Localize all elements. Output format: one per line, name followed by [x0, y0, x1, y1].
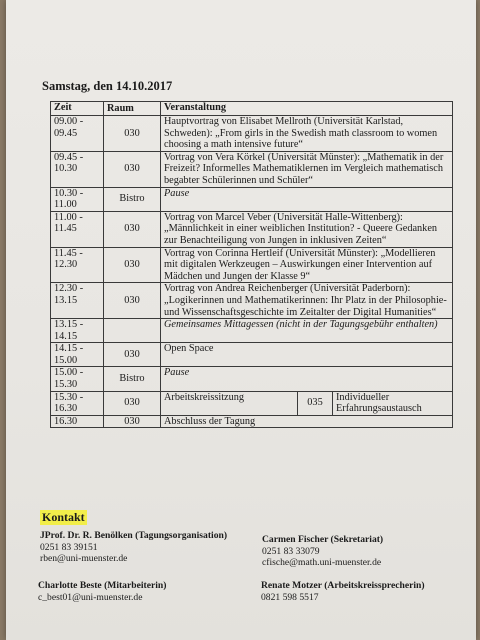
header-zeit: Zeit [51, 102, 104, 116]
row-veranstaltung-2: Individueller Erfahrungsaustausch [336, 391, 422, 415]
contact-2 [262, 534, 383, 569]
row-veranstaltung: Vortrag von Corinna Hertleif (Universität Münster): „Modellieren mit digitalen Werkzeugen – Auswirkungen einer Intervention auf Mädchen und Jungen der Klasse 9“ [161, 247, 453, 283]
row-veranstaltung: Pause [161, 187, 453, 211]
row-raum-2: 035 [298, 392, 333, 415]
header-raum: Raum [104, 102, 161, 116]
row-raum: Bistro [104, 187, 161, 211]
table-row [51, 151, 453, 187]
row-zeit: 15.30 - 16.30 [51, 391, 104, 415]
contact-phone: 0821 598 5517 [261, 591, 319, 603]
row-zeit: 09.00 - 09.45 [51, 116, 104, 152]
contact-name: Renate Motzer (Arbeitskreissprecherin) [261, 580, 425, 591]
table-row [51, 367, 453, 391]
row-veranstaltung-split [161, 391, 453, 415]
row-raum: 030 [104, 151, 161, 187]
row-veranstaltung: Gemeinsames Mittagessen (nicht in der Tagungsgebühr enthalten) [161, 319, 453, 343]
document-page [6, 0, 476, 640]
table-row [51, 319, 453, 343]
table-row [51, 247, 453, 283]
row-raum: 030 [104, 247, 161, 283]
row-veranstaltung: Hauptvortrag von Elisabet Mellroth (Universität Karlstad, Schweden): „From girls in the Swedish math classroom to women choosing a math intensive future“ [161, 116, 453, 152]
row-veranstaltung: Arbeitskreissitzung [161, 392, 298, 415]
row-veranstaltung: Open Space [161, 343, 453, 367]
table-row [51, 283, 453, 319]
row-zeit: 15.00 - 15.30 [51, 367, 104, 391]
contact-1 [40, 530, 227, 565]
table-row [51, 391, 453, 415]
contact-name: Charlotte Beste (Mitarbeiterin) [38, 580, 167, 591]
row-raum: 030 [104, 391, 161, 415]
row-veranstaltung: Vortrag von Vera Körkel (Universität Münster): „Mathematik in der Freizeit? Informelles Mathematiklernen im Vergleich mathematisch begabter Schülerinnen und Schüler“ [161, 151, 453, 187]
header-veranstaltung: Veranstaltung [161, 102, 453, 116]
date-heading: Samstag, den 14.10.2017 [42, 79, 173, 93]
row-zeit: 09.45 - 10.30 [51, 151, 104, 187]
row-zeit: 11.45 - 12.30 [51, 247, 104, 283]
row-zeit: 16.30 [51, 415, 104, 428]
row-raum: 030 [104, 415, 161, 428]
table-row [51, 187, 453, 211]
row-zeit: 14.15 - 15.00 [51, 343, 104, 367]
row-veranstaltung: Vortrag von Marcel Veber (Universität Halle-Wittenberg): „Männlichkeit in einer weiblichen Institution? - Queere Gedanken zur Benachteiligung von Jungen in inklusiven Zeiten“ [161, 211, 453, 247]
contact-name: JProf. Dr. R. Benölken (Tagungsorganisation) [40, 530, 228, 541]
row-zeit: 12.30 - 13.15 [51, 283, 104, 319]
table-row [51, 415, 453, 428]
row-raum: Bistro [104, 367, 161, 391]
contact-email: cfische@math.uni-muenster.de [262, 557, 382, 568]
kontakt-heading: Kontakt [42, 510, 85, 524]
contact-name: Carmen Fischer (Sekretariat) [262, 534, 384, 545]
row-zeit: 13.15 - 14.15 [51, 319, 104, 343]
schedule-table [50, 101, 453, 428]
row-zeit: 11.00 - 11.45 [51, 211, 104, 247]
row-raum [104, 319, 161, 343]
contact-3 [38, 580, 166, 603]
contact-phone: 0251 83 39151 [40, 541, 98, 553]
table-row [51, 211, 453, 247]
row-raum: 030 [104, 116, 161, 152]
row-raum: 030 [104, 343, 161, 367]
row-veranstaltung: Vortrag von Andrea Reichenberger (Universität Paderborn): „Logikerinnen und Mathematikerinnen: Ihr Platz in der Philosophie- und Wissenschaftsgeschichte im Zeitalter der Digital Humanities“ [161, 283, 453, 319]
schedule-body [51, 116, 453, 428]
table-header-row [51, 102, 453, 116]
row-raum: 030 [104, 211, 161, 247]
contact-email: rben@uni-muenster.de [40, 553, 128, 564]
table-row [51, 116, 453, 152]
row-raum: 030 [104, 283, 161, 319]
contact-email: c_best01@uni-muenster.de [38, 591, 143, 603]
contact-phone: 0251 83 33079 [262, 545, 320, 557]
table-row [51, 343, 453, 367]
contact-4 [261, 580, 425, 603]
row-veranstaltung: Pause [161, 367, 453, 391]
row-veranstaltung: Abschluss der Tagung [161, 415, 453, 428]
row-zeit: 10.30 - 11.00 [51, 187, 104, 211]
